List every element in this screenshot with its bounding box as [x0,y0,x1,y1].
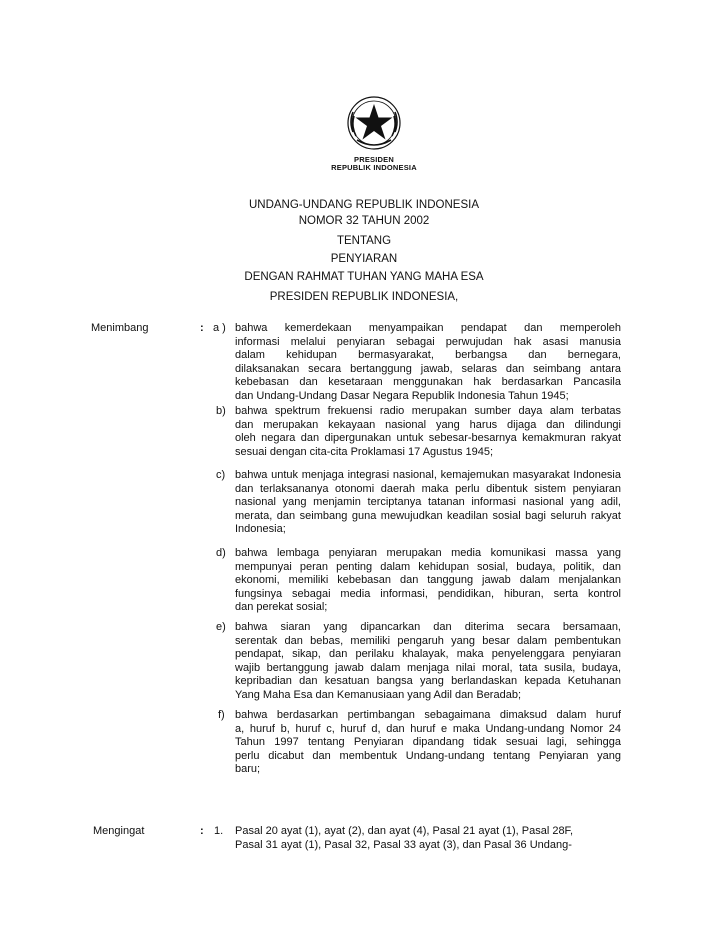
star-emblem-icon [343,92,405,154]
president-heading: PRESIDEN REPUBLIK INDONESIA, [269,291,459,303]
menimbang-item-b [235,405,621,459]
text-line: bahwa spektrum frekuensi radio merupakan sumber daya alam terbatas [235,405,621,417]
text-line: informasi melalui penyiaran sebagai perwujudan hak asasi manusia [235,335,621,348]
menimbang-item-e [235,621,621,703]
text-line: baru; [235,763,261,776]
item-marker-e: e) [216,621,226,633]
menimbang-item-a [235,322,621,404]
text-line: bahwa untuk menjaga integrasi nasional, kemajemukan masyarakat Indonesia [235,469,621,481]
menimbang-item-f [235,709,621,777]
text-line: serentak dan bebas, memiliki pengaruh yang besar dalam pembentukan [235,634,621,647]
text-line: Pasal 20 ayat (1), ayat (2), dan ayat (4), Pasal 21 ayat (1), Pasal 28F, [235,825,574,837]
text-line: dan merupakan kekayaan nasional yang harus dijaga dan dilindungi [235,418,621,431]
mengingat-label: Mengingat [93,825,145,837]
law-number: NOMOR 32 TAHUN 2002 [298,215,430,227]
text-line: dilaksanakan secara bertanggung jawab, selaras dan seimbang antara [235,362,621,375]
text-line: pendapat, sikap, dan perilaku khalayak, maka penyelenggara penyiaran [235,648,621,661]
text-line: bahwa berdasarkan pertimbangan sebagaimana dimaksud dalam huruf [235,709,621,721]
text-line: ekonomi, memiliki kebebasan dan tanggung jawab dalam menjalankan [235,574,621,587]
text-line: sesuai dengan cita-cita Proklamasi 17 Agustus 1945; [235,445,494,458]
text-line: wajib bertanggung jawab dalam menjaga nilai moral, tata susila, budaya, [235,661,621,674]
subject-heading: PENYIARAN [330,253,398,265]
mengingat-item-1 [235,825,621,852]
text-line: perlu dicabut dan membentuk Undang-undang tentang Penyiaran yang [235,749,621,762]
text-line: a, huruf b, huruf c, huruf d, dan huruf e maka Undang-undang Nomor 24 [235,722,621,735]
menimbang-item-c [235,469,621,537]
item-marker-f: f) [218,709,225,721]
mengingat-colon: : [200,825,204,837]
seal-caption [318,156,430,172]
invocation: DENGAN RAHMAT TUHAN YANG MAHA ESA [244,271,484,283]
text-line: dan Undang-Undang Dasar Negara Republik Indonesia Tahun 1945; [235,389,569,402]
seal-line-1: PRESIDEN [354,155,394,164]
text-line: bahwa lembaga penyiaran merupakan media komunikasi massa yang [235,547,621,559]
text-line: bahwa siaran yang dipancarkan dan diterima secara bersamaan, [235,621,621,633]
text-line: kebebasan dan kesetaraan menggunakan hak berdasarkan Pancasila [235,376,621,389]
seal-line-2: REPUBLIK INDONESIA [331,163,417,172]
text-line: merata, dan seimbang guna mewujudkan keadilan sosial bagi seluruh rakyat [235,509,621,522]
text-line: Tahun 1997 tentang Penyiaran dipandang tidak sesuai lagi, sehingga [235,736,621,749]
text-line: Yang Maha Esa dan Kemanusiaan yang Adil dan Beradab; [235,688,521,701]
text-line: Pasal 31 ayat (1), Pasal 32, Pasal 33 ayat (3), dan Pasal 36 Undang- [235,838,572,851]
text-line: dalam kehidupan bermasyarakat, berbangsa dan bernegara, [235,349,621,362]
menimbang-item-d [235,547,621,615]
item-marker-1: 1. [214,825,224,837]
presidential-seal [318,92,430,192]
text-line: kepribadian dan kesatuan bangsa yang berlandaskan kepada Ketuhanan [235,675,621,688]
text-line: mempunyai peran penting dalam kehidupan sosial, budaya, politik, dan [235,560,621,573]
text-line: oleh negara dan dipergunakan untuk sebesar-besarnya kemakmuran rakyat [235,432,621,445]
text-line: fungsinya sebagai media informasi, pendidikan, hiburan, serta kontrol [235,587,621,600]
menimbang-label: Menimbang [91,322,149,334]
item-marker-a: a ) [213,322,226,334]
text-line: nasional yang menjamin terciptanya tatanan informasi nasional yang adil, [235,496,621,509]
item-marker-c: c) [216,469,226,481]
text-line: bahwa kemerdekaan menyampaikan pendapat dan memperoleh [235,322,621,334]
text-line: Indonesia; [235,523,286,536]
text-line: dan terlaksananya otonomi daerah maka perlu dibentuk sistem penyiaran [235,482,621,495]
item-marker-b: b) [216,405,226,417]
item-marker-d: d) [216,547,226,559]
tentang-heading: TENTANG [336,235,392,247]
text-line: dan perekat sosial; [235,601,328,614]
menimbang-colon: : [200,322,204,334]
law-title: UNDANG-UNDANG REPUBLIK INDONESIA [248,199,480,211]
